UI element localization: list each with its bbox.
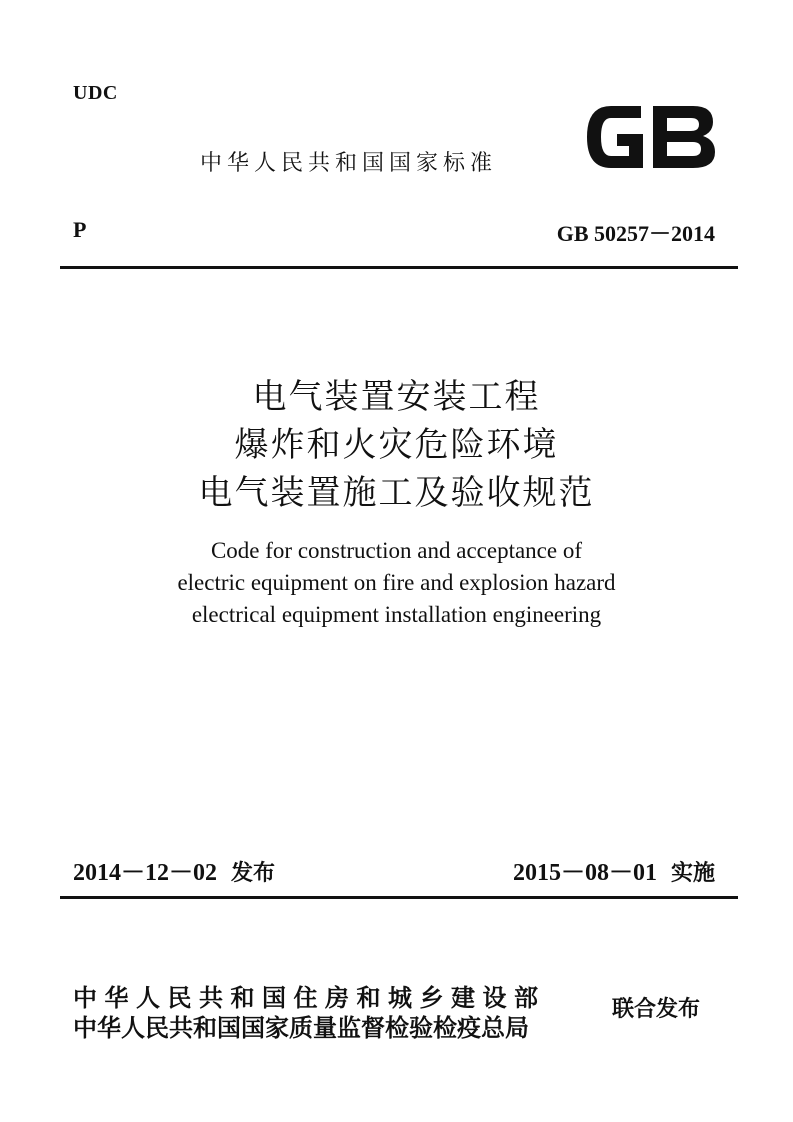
- udc-label: UDC: [73, 82, 118, 104]
- title-en-line-2: electric equipment on fire and explosion hazard: [177, 570, 616, 595]
- title-cn-line-1: 电气装置安装工程: [252, 377, 541, 417]
- national-standard-heading: 中华人民共和国国家标准: [200, 151, 498, 176]
- issue-date-block: [73, 852, 275, 887]
- standard-number: GB 50257－2014: [556, 221, 715, 246]
- title-cn-line-3: 电气装置施工及验收规范: [198, 473, 595, 513]
- title-cn-line-2: 爆炸和火灾危险环境: [234, 425, 559, 465]
- issue-date: 2014－12－02: [73, 860, 217, 886]
- implementation-label: 实施: [670, 861, 715, 886]
- gb-logo: [583, 100, 719, 174]
- joint-issue-label: 联合发布: [612, 997, 701, 1022]
- title-en-line-3: electrical equipment installation engineering: [191, 602, 602, 627]
- classification-code: P: [73, 217, 87, 242]
- implementation-date: 2015－08－01: [512, 860, 657, 886]
- top-divider: [60, 266, 738, 269]
- issuer-aqsiq: 中华人民共和国国家质量监督检验检疫总局: [73, 1014, 529, 1042]
- implementation-date-block: [513, 852, 715, 887]
- bottom-divider: [60, 896, 738, 899]
- issuer-ministry-housing: 中华人民共和国住房和城乡建设部: [73, 984, 546, 1012]
- title-en-line-1: Code for construction and acceptance of: [210, 538, 583, 563]
- issue-label: 发布: [231, 861, 276, 886]
